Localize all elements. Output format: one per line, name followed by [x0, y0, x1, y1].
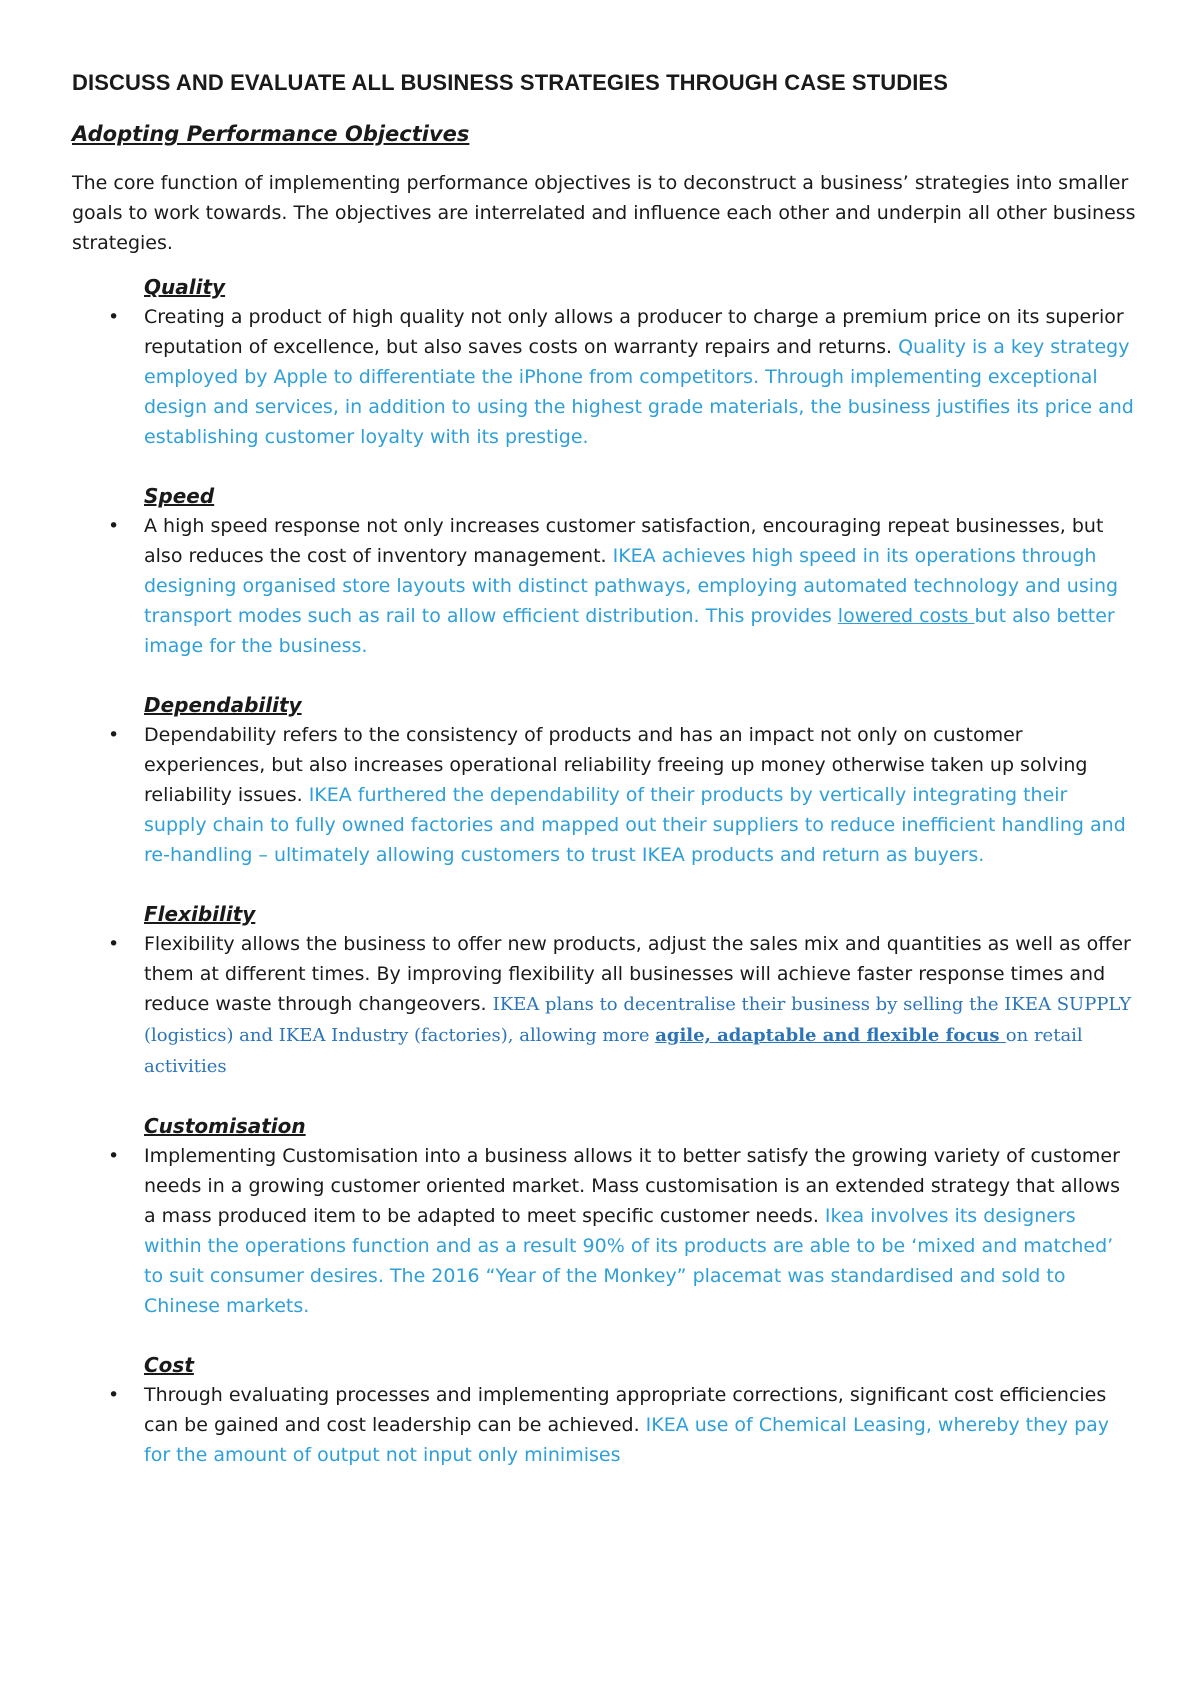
objective-text-cost: Through evaluating processes and implementing appropriate corrections, significant cost efficiencies can be gained and cost leadership can be achieved. [144, 1384, 1107, 1436]
objective-title-quality: Quality [144, 275, 226, 299]
bullet-icon: • [108, 933, 120, 955]
objective-body-dependability [108, 720, 1142, 870]
bullet-icon: • [108, 1145, 120, 1167]
case-study-speed-end: but also better image for the business. [144, 605, 1115, 657]
objective-dependability [72, 690, 1142, 870]
document-title: DISCUSS AND EVALUATE ALL BUSINESS STRATEGIES THROUGH CASE STUDIES [72, 70, 948, 95]
case-study-flexibility-emphasis: agile, adaptable and flexible focus [655, 1025, 1006, 1046]
intro-paragraph: The core function of implementing performance objectives is to deconstruct a business’ strategies into smaller goals to work towards. The objectives are interrelated and influence each other and underpin all other business strategies. [72, 172, 1136, 254]
objective-text-customisation: Implementing Customisation into a business allows it to better satisfy the growing variety of customer needs in a growing customer oriented market. Mass customisation is an extended strategy that allows a mass produced item to be adapted to meet specific customer needs. [144, 1145, 1121, 1227]
case-study-flexibility-end: on retail activities [144, 1025, 1083, 1077]
objective-quality [72, 272, 1142, 452]
document-page [72, 70, 1142, 1499]
objective-text-speed: A high speed response not only increases customer satisfaction, encouraging repeat businesses, but also reduces the cost of inventory management. [144, 515, 1104, 567]
objective-speed [72, 481, 1142, 661]
objective-body-speed [108, 511, 1142, 661]
case-study-dependability: IKEA furthered the dependability of their products by vertically integrating their supply chain to fully owned factories and mapped out their suppliers to reduce inefficient handling and re-handling – ultimately allowing customers to trust IKEA products and return as buyers. [144, 784, 1126, 866]
section-title: Adopting Performance Objectives [72, 122, 470, 146]
case-study-flexibility: IKEA plans to decentralise their business by selling the IKEA SUPPLY (logistics) and IKEA Industry (factories), allowing more [144, 994, 1132, 1046]
objective-body-flexibility [108, 929, 1142, 1082]
objective-text-quality: Creating a product of high quality not only allows a producer to charge a premium price on its superior reputation of excellence, but also saves costs on warranty repairs and returns. [144, 306, 1124, 358]
case-study-cost: IKEA use of Chemical Leasing, whereby they pay for the amount of output not input only minimises [144, 1414, 1110, 1466]
case-study-customisation: Ikea involves its designers within the operations function and as a result 90% of its products are able to be ‘mixed and matched’ to suit consumer desires. The 2016 “Year of the Monkey” placemat was standardised and sold to Chinese markets. [144, 1205, 1114, 1317]
objective-title-cost: Cost [144, 1353, 194, 1377]
bullet-icon: • [108, 515, 120, 537]
case-study-speed: IKEA achieves high speed in its operations through designing organised store layouts with distinct pathways, employing automated technology and using transport modes such as rail to allow efficient distribution. This provides [144, 545, 1119, 627]
objective-title-flexibility: Flexibility [144, 902, 256, 926]
objective-body-customisation [108, 1141, 1142, 1321]
objective-body-cost [108, 1380, 1142, 1470]
objective-text-dependability: Dependability refers to the consistency of products and has an impact not only on customer experiences, but also increases operational reliability freeing up money otherwise taken up solving reliability issues. [144, 724, 1088, 806]
objective-cost [72, 1350, 1142, 1470]
objective-text-flexibility: Flexibility allows the business to offer new products, adjust the sales mix and quantities as well as offer them at different times. By improving flexibility all businesses will achieve faster response times and reduce waste through changeovers. [144, 933, 1131, 1015]
objective-title-speed: Speed [144, 484, 215, 508]
objective-flexibility [72, 899, 1142, 1082]
objective-customisation [72, 1111, 1142, 1321]
objective-body-quality [108, 302, 1142, 452]
bullet-icon: • [108, 1384, 120, 1406]
case-study-quality: Quality is a key strategy employed by Apple to differentiate the iPhone from competitors. Through implementing exceptional design and services, in addition to using the highest grade materials, the business justifies its price and establishing customer loyalty with its prestige. [144, 336, 1134, 448]
objective-title-dependability: Dependability [144, 693, 302, 717]
bullet-icon: • [108, 724, 120, 746]
case-study-speed-underlined: lowered costs [837, 605, 975, 627]
bullet-icon: • [108, 306, 120, 328]
objective-title-customisation: Customisation [144, 1114, 306, 1138]
